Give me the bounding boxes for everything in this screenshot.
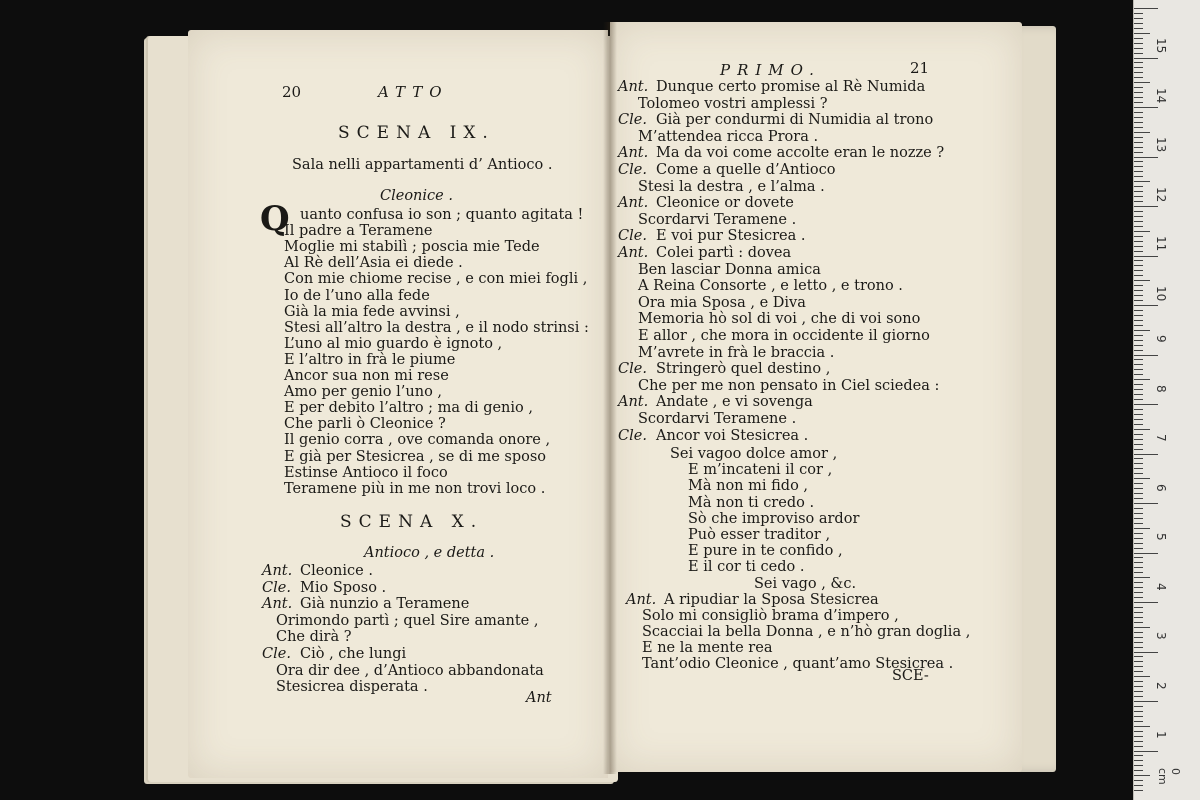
ruler-tick xyxy=(1134,43,1143,44)
verse-line: L’uno al mio guardo è ignoto , xyxy=(284,335,503,352)
ruler-tick xyxy=(1134,454,1158,455)
ruler-tick xyxy=(1134,711,1143,712)
ruler-tick xyxy=(1134,775,1150,776)
right-running-head: PRIMO. xyxy=(720,61,821,79)
speaker-label: Cle. xyxy=(618,361,647,378)
ruler-tick xyxy=(1134,260,1143,261)
ruler-tick xyxy=(1134,785,1143,786)
ruler-tick xyxy=(1134,330,1150,331)
ruler-tick xyxy=(1134,444,1143,445)
ruler-number: 1 xyxy=(1154,731,1168,739)
ruler-tick xyxy=(1134,13,1143,14)
dialogue-line: M’avrete in frà le braccia . xyxy=(638,344,835,361)
ruler-number: 9 xyxy=(1154,335,1168,343)
ruler-tick xyxy=(1134,577,1150,578)
speaker-label: Cle. xyxy=(262,646,291,662)
speaker-label: Ant. xyxy=(618,394,649,411)
dialogue-line: E ne la mente rea xyxy=(642,640,773,656)
dialogue-line: Mio Sposo . xyxy=(300,579,387,596)
dialogue-line: Ma da voi come accolte eran le nozze ? xyxy=(656,145,945,162)
dialogue-line: Ciò , che lungi xyxy=(300,646,407,662)
verse-line: Moglie mi stabilì ; poscia mie Tede xyxy=(284,239,540,256)
ruler-number: 6 xyxy=(1154,483,1168,492)
ruler-tick xyxy=(1134,369,1143,370)
ruler-tick xyxy=(1134,92,1143,93)
ruler-number: 4 xyxy=(1154,582,1168,591)
ruler-tick xyxy=(1134,458,1143,459)
ruler-tick xyxy=(1134,483,1143,484)
ruler-tick xyxy=(1134,760,1143,761)
dialogue-line: Orimondo partì ; quel Sire amante , xyxy=(276,612,539,629)
ruler-tick xyxy=(1134,652,1158,653)
dialogue-line: Cleonice or dovete xyxy=(656,195,794,212)
ruler-tick xyxy=(1134,320,1143,321)
aria-line: E m’incateni il cor , xyxy=(688,462,833,479)
ruler-tick xyxy=(1134,196,1143,197)
ruler-tick xyxy=(1134,755,1143,756)
speaker-label: Ant. xyxy=(618,79,649,95)
ruler-tick xyxy=(1134,513,1143,514)
ruler-tick xyxy=(1134,548,1143,549)
dialogue-line: Tolomeo vostri amplessi ? xyxy=(638,95,828,112)
ruler-tick xyxy=(1134,553,1158,554)
ruler-tick xyxy=(1134,62,1143,63)
ruler-tick xyxy=(1134,236,1143,237)
ruler-tick xyxy=(1134,186,1143,187)
ruler-number: 10 xyxy=(1154,285,1168,301)
dialogue-line: E voi pur Stesicrea . xyxy=(656,228,806,245)
ruler-tick xyxy=(1134,251,1143,252)
ruler-tick xyxy=(1134,587,1143,588)
ruler-number: 5 xyxy=(1154,533,1168,541)
ruler-tick xyxy=(1134,345,1143,346)
measuring-ruler xyxy=(1133,0,1200,800)
ruler-tick xyxy=(1134,533,1143,534)
ruler-tick xyxy=(1134,107,1158,108)
dialogue-line: Ben lasciar Donna amica xyxy=(638,261,821,278)
aria-line: Può esser traditor , xyxy=(688,527,831,543)
ruler-tick xyxy=(1134,701,1158,702)
ruler-tick xyxy=(1134,429,1150,430)
ruler-tick xyxy=(1134,394,1143,395)
ruler-tick xyxy=(1134,48,1143,49)
ruler-tick xyxy=(1134,132,1150,133)
ruler-tick xyxy=(1134,325,1143,326)
verse-line: E già per Stesicrea , se di me sposo xyxy=(284,448,547,465)
verse-line: Teramene più in me non trovi loco . xyxy=(284,480,546,497)
left-page xyxy=(188,30,608,778)
book-gutter xyxy=(603,22,617,774)
dialogue-line: Ancor voi Stesicrea . xyxy=(656,427,809,444)
dialogue-line: Scordarvi Teramene . xyxy=(638,211,797,228)
ruler-tick xyxy=(1134,637,1143,638)
ruler-tick xyxy=(1134,592,1143,593)
ruler-number: 2 xyxy=(1154,681,1168,690)
ruler-tick xyxy=(1134,746,1143,747)
ruler-tick xyxy=(1134,305,1158,306)
verse-line: Con mie chiome recise , e con miei fogli , xyxy=(284,271,588,288)
ruler-tick xyxy=(1134,557,1143,558)
dialogue-line: Stesicrea disperata . xyxy=(276,679,428,696)
ruler-tick xyxy=(1134,53,1143,54)
speaker-label: Cle. xyxy=(618,228,647,245)
speaker-label: Ant. xyxy=(626,592,657,608)
ruler-tick xyxy=(1134,468,1143,469)
ruler-number: 15 xyxy=(1154,38,1168,54)
aria-line: E pure in te confido , xyxy=(688,543,843,560)
verse-line: Stesi all’altro la destra , e il nodo strinsi : xyxy=(284,319,589,336)
ruler-tick xyxy=(1134,528,1150,529)
ruler-tick xyxy=(1134,647,1143,648)
aria-line: Sò che improviso ardor xyxy=(688,510,860,527)
ruler-tick xyxy=(1134,241,1143,242)
dialogue-line: Scordarvi Teramene . xyxy=(638,411,797,427)
ruler-tick xyxy=(1134,736,1143,737)
ruler-tick xyxy=(1134,33,1150,34)
ruler-tick xyxy=(1134,409,1143,410)
ruler-tick xyxy=(1134,543,1143,544)
ruler-tick xyxy=(1134,706,1143,707)
verse-line: Che parli ò Cleonice ? xyxy=(284,416,446,433)
ruler-tick xyxy=(1134,627,1150,628)
ruler-number: 8 xyxy=(1154,384,1168,393)
dialogue-line: A ripudiar la Sposa Stesicrea xyxy=(664,592,879,608)
ruler-tick xyxy=(1134,152,1143,153)
dialogue-line: Memoria hò sol di voi , che di voi sono xyxy=(638,311,921,328)
ruler-tick xyxy=(1134,142,1143,143)
dialogue-line: Tant’odio Cleonice , quant’amo Stesicrea . xyxy=(642,656,954,672)
ruler-tick xyxy=(1134,473,1143,474)
speaker-label: Cle. xyxy=(618,427,647,444)
ruler-tick xyxy=(1134,721,1143,722)
ruler-tick xyxy=(1134,612,1143,613)
verse-line: Al Rè dell’Asia ei diede . xyxy=(284,255,463,272)
ruler-tick xyxy=(1134,290,1143,291)
ruler-number: 3 xyxy=(1154,632,1168,640)
ruler-tick xyxy=(1134,265,1143,266)
ruler-tick xyxy=(1134,384,1143,385)
ruler-tick xyxy=(1134,18,1143,19)
ruler-tick xyxy=(1134,231,1150,232)
ruler-tick xyxy=(1134,424,1143,425)
ruler-tick xyxy=(1134,379,1150,380)
ruler-tick xyxy=(1134,374,1143,375)
ruler-tick xyxy=(1134,226,1143,227)
ruler-tick xyxy=(1134,285,1143,286)
ruler-tick xyxy=(1134,77,1143,78)
dialogue-line: Stesi la destra , e l’alma . xyxy=(638,178,825,195)
ruler-tick xyxy=(1134,355,1158,356)
scene-x-setting: Antioco , e detta . xyxy=(364,545,495,561)
ruler-tick xyxy=(1134,67,1143,68)
ruler-tick xyxy=(1134,463,1143,464)
ruler-tick xyxy=(1134,335,1143,336)
ruler-tick xyxy=(1134,602,1158,603)
ruler-tick xyxy=(1134,676,1150,677)
drop-cap: Q xyxy=(260,199,290,239)
verse-line: Il padre a Teramene xyxy=(284,223,433,240)
left-running-head: ATTO xyxy=(378,83,449,101)
ruler-tick xyxy=(1134,518,1143,519)
ruler-tick xyxy=(1134,137,1143,138)
ruler-tick xyxy=(1134,449,1143,450)
ruler-tick xyxy=(1134,607,1143,608)
dialogue-line: Che per me non pensato in Ciel sciedea : xyxy=(638,377,940,394)
ruler-tick xyxy=(1134,147,1143,148)
aria-line: Mà non ti credo . xyxy=(688,494,815,511)
speaker-label: Cle. xyxy=(618,112,647,129)
ruler-tick xyxy=(1134,350,1143,351)
ruler-tick xyxy=(1134,765,1143,766)
ruler-tick xyxy=(1134,656,1143,657)
aria-line: Mà non mi fido , xyxy=(688,478,809,495)
right-page xyxy=(610,22,1022,772)
ruler-number: 7 xyxy=(1154,434,1168,442)
ruler-tick xyxy=(1134,780,1143,781)
aria-line: Sei vago , &c. xyxy=(754,575,857,592)
ruler-tick xyxy=(1134,191,1143,192)
ruler-tick xyxy=(1134,23,1143,24)
dialogue-line: M’attendea ricca Prora . xyxy=(638,128,819,145)
ruler-tick xyxy=(1134,790,1143,791)
verse-line: Già la mia fede avvinsi , xyxy=(284,303,460,320)
speaker-label: Cle. xyxy=(618,162,647,178)
ruler-tick xyxy=(1134,419,1143,420)
right-catchword: SCE- xyxy=(892,668,929,684)
dialogue-line: Andate , e vi sovenga xyxy=(656,394,813,411)
ruler-tick xyxy=(1134,617,1143,618)
ruler-tick xyxy=(1134,112,1143,113)
speaker-label: Ant. xyxy=(262,563,293,579)
verse-line: E per debito l’altro ; ma di genio , xyxy=(284,400,533,417)
ruler-tick xyxy=(1134,206,1158,207)
verse-line: uanto confusa io son ; quanto agitata ! xyxy=(300,207,584,223)
verse-line: Il genio corra , ove comanda onore , xyxy=(284,432,551,449)
ruler-tick xyxy=(1134,72,1143,73)
ruler-tick xyxy=(1134,582,1143,583)
ruler-tick xyxy=(1134,161,1143,162)
ruler-tick xyxy=(1134,597,1143,598)
speaker-label: Cle. xyxy=(262,579,291,596)
ruler-tick xyxy=(1134,8,1158,9)
dialogue-line: Ora dir dee , d’Antioco abbandonata xyxy=(276,662,544,679)
ruler-tick xyxy=(1134,122,1143,123)
dialogue-line: Cleonice . xyxy=(300,563,373,579)
left-catchword: Ant xyxy=(526,690,552,706)
ruler-tick xyxy=(1134,102,1143,103)
ruler-tick xyxy=(1134,97,1143,98)
ruler-tick xyxy=(1134,166,1143,167)
dialogue-line: Colei partì : dovea xyxy=(656,245,792,261)
ruler-tick xyxy=(1134,87,1143,88)
dialogue-line: Che dirà ? xyxy=(276,629,352,646)
ruler-tick xyxy=(1134,28,1143,29)
ruler-tick xyxy=(1134,275,1143,276)
ruler-tick xyxy=(1134,691,1143,692)
ruler-tick xyxy=(1134,696,1143,697)
speaker-label: Ant. xyxy=(618,195,649,212)
ruler-tick xyxy=(1134,478,1150,479)
ruler-tick xyxy=(1134,280,1150,281)
ruler-tick xyxy=(1134,201,1143,202)
ruler-tick xyxy=(1134,503,1158,504)
ruler-tick xyxy=(1134,686,1143,687)
verse-line: Ancor sua non mi rese xyxy=(284,368,449,384)
ruler-tick xyxy=(1134,716,1143,717)
ruler-unit-label: 0 cm xyxy=(1156,768,1182,785)
ruler-tick xyxy=(1134,666,1143,667)
ruler-tick xyxy=(1134,562,1143,563)
dialogue-line: Scacciai la bella Donna , e n’hò gran doglia , xyxy=(642,624,971,640)
ruler-tick xyxy=(1134,216,1143,217)
ruler-tick xyxy=(1134,731,1143,732)
dialogue-line: Solo mi consigliò brama d’impero , xyxy=(642,608,899,624)
ruler-tick xyxy=(1134,741,1143,742)
ruler-tick xyxy=(1134,310,1143,311)
ruler-tick xyxy=(1134,414,1143,415)
dialogue-line: Stringerò quel destino , xyxy=(656,361,831,378)
ruler-tick xyxy=(1134,488,1143,489)
speaker-label: Ant. xyxy=(618,145,649,162)
verse-line: Estinse Antioco il foco xyxy=(284,464,448,481)
ruler-tick xyxy=(1134,726,1150,727)
left-page-number: 20 xyxy=(282,83,302,101)
ruler-tick xyxy=(1134,181,1150,182)
ruler-tick xyxy=(1134,246,1143,247)
verse-line: E l’altro in frà le piume xyxy=(284,351,456,368)
ruler-tick xyxy=(1134,508,1143,509)
ruler-tick xyxy=(1134,82,1150,83)
ruler-tick xyxy=(1134,38,1143,39)
ruler-tick xyxy=(1134,538,1143,539)
ruler-tick xyxy=(1134,221,1143,222)
ruler-tick xyxy=(1134,171,1143,172)
scene-ix-setting: Sala nelli appartamenti d’ Antioco . xyxy=(292,157,553,173)
ruler-tick xyxy=(1134,681,1143,682)
ruler-number: 11 xyxy=(1154,236,1168,252)
ruler-tick xyxy=(1134,493,1143,494)
scene-ix-title: SCENA IX. xyxy=(338,123,495,143)
ruler-tick xyxy=(1134,315,1143,316)
scene-x-title: SCENA X. xyxy=(340,512,484,532)
ruler-tick xyxy=(1134,359,1143,360)
ruler-tick xyxy=(1134,211,1143,212)
ruler-tick xyxy=(1134,642,1143,643)
ruler-tick xyxy=(1134,671,1143,672)
ruler-tick xyxy=(1134,632,1143,633)
ruler-tick xyxy=(1134,389,1143,390)
ruler-tick xyxy=(1134,567,1143,568)
dialogue-line: Ora mia Sposa , e Diva xyxy=(638,294,806,311)
ruler-tick xyxy=(1134,404,1158,405)
ruler-tick xyxy=(1134,498,1143,499)
ruler-tick xyxy=(1134,661,1143,662)
dialogue-line: Già per condurmi di Numidia al trono xyxy=(656,112,934,129)
ruler-tick xyxy=(1134,572,1143,573)
dialogue-line: Dunque certo promise al Rè Numida xyxy=(656,79,926,95)
speaker-label: Ant. xyxy=(262,596,293,613)
ruler-tick xyxy=(1134,58,1158,59)
ruler-tick xyxy=(1134,751,1158,752)
ruler-number: 13 xyxy=(1154,137,1168,153)
ruler-tick xyxy=(1134,439,1143,440)
ruler-number: 14 xyxy=(1154,87,1168,103)
aria-line: E il cor ti cedo . xyxy=(688,559,805,576)
dialogue-line: Come a quelle d’Antioco xyxy=(656,162,836,178)
ruler-tick xyxy=(1134,270,1143,271)
speaker-heading: Cleonice . xyxy=(380,188,453,204)
ruler-tick xyxy=(1134,127,1143,128)
ruler-tick xyxy=(1134,157,1158,158)
ruler-tick xyxy=(1134,364,1143,365)
verse-line: Io de l’uno alla fede xyxy=(284,287,430,304)
ruler-tick xyxy=(1134,295,1143,296)
ruler-tick xyxy=(1134,117,1143,118)
ruler-tick xyxy=(1134,176,1143,177)
ruler-tick xyxy=(1134,622,1143,623)
verse-line: Amo per genio l’uno , xyxy=(284,384,443,401)
ruler-tick xyxy=(1134,399,1143,400)
ruler-tick xyxy=(1134,523,1143,524)
right-page-number: 21 xyxy=(910,59,930,77)
ruler-tick xyxy=(1134,434,1143,435)
dialogue-line: A Reina Consorte , e letto , e trono . xyxy=(638,278,903,295)
aria-line: Sei vagoo dolce amor , xyxy=(670,446,838,462)
open-book xyxy=(148,22,1058,782)
ruler-tick xyxy=(1134,340,1143,341)
speaker-label: Ant. xyxy=(618,245,649,261)
ruler-number: 12 xyxy=(1154,186,1168,202)
dialogue-line: E allor , che mora in occidente il giorno xyxy=(638,328,930,344)
dialogue-line: Già nunzio a Teramene xyxy=(300,596,470,613)
ruler-tick xyxy=(1134,256,1158,257)
ruler-tick xyxy=(1134,770,1143,771)
ruler-tick xyxy=(1134,300,1143,301)
